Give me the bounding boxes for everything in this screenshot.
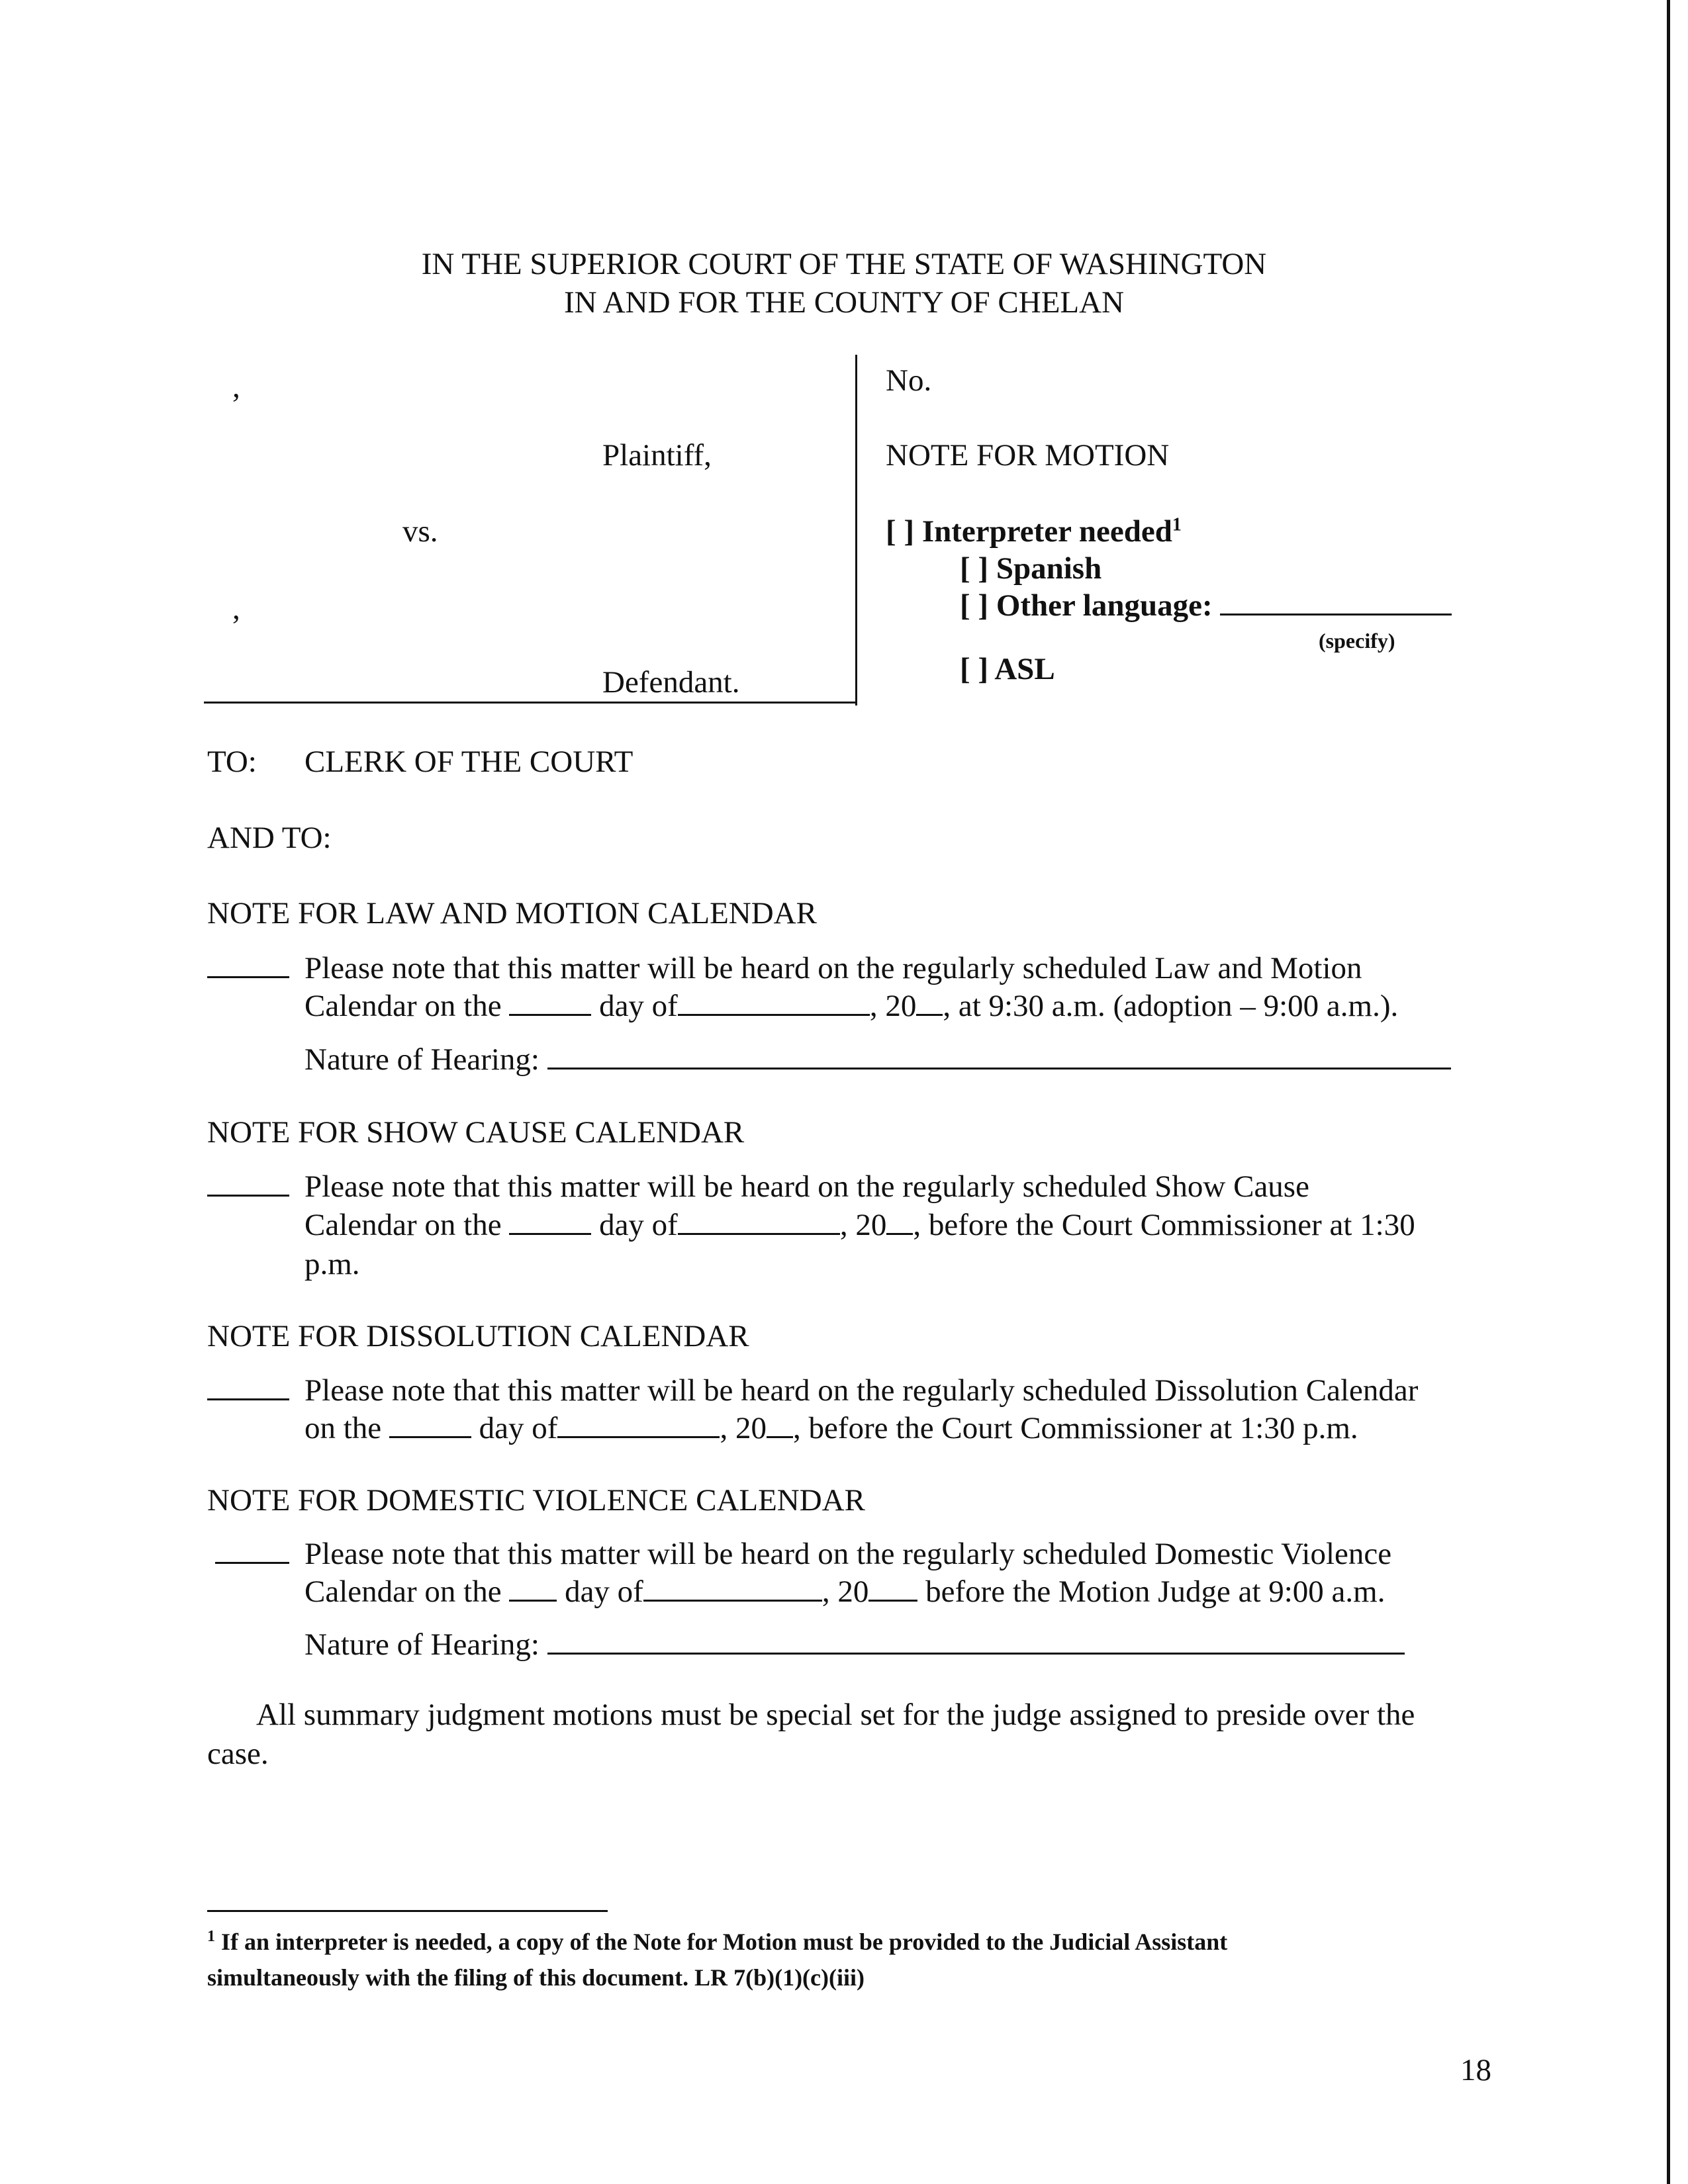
footnote-marker: 1 [207, 1928, 215, 1945]
dissolution-year-blank[interactable] [767, 1414, 793, 1438]
law-motion-year-blank[interactable] [916, 991, 943, 1016]
caption-vertical-divider [855, 355, 857, 705]
law-motion-month-blank[interactable] [678, 991, 870, 1016]
show-cause-day-blank[interactable] [509, 1210, 591, 1235]
dissolution-month-blank[interactable] [557, 1414, 720, 1438]
domestic-violence-nature-line: Nature of Hearing: [305, 1629, 1405, 1661]
page-number: 18 [1460, 2053, 1491, 2087]
law-motion-text-line2: Calendar on the day of , 20 , at 9:30 a.m. (adoption – 9:00 a.m.). [305, 989, 1399, 1023]
other-language-checkbox[interactable]: [ ] [960, 588, 989, 623]
domestic-violence-check-blank[interactable] [215, 1539, 289, 1570]
dissolution-text-line2: on the day of , 20 , before the Court Commissioner at 1:30 p.m. [305, 1411, 1358, 1445]
law-motion-check-blank[interactable] [207, 953, 289, 984]
domestic-violence-day-blank[interactable] [509, 1577, 557, 1602]
show-cause-text-line2: Calendar on the day of , 20 , before the Court Commissioner at 1:30 [305, 1208, 1415, 1242]
spanish-option[interactable] [960, 553, 1102, 584]
case-number-label: No. [886, 363, 932, 398]
domestic-violence-heading: NOTE FOR DOMESTIC VIOLENCE CALENDAR [207, 1483, 865, 1518]
asl-option[interactable] [960, 654, 1055, 685]
show-cause-month-blank[interactable] [678, 1210, 840, 1235]
domestic-violence-text-line2: Calendar on the day of , 20 before the Motion Judge at 9:00 a.m. [305, 1574, 1385, 1609]
interpreter-checkbox[interactable]: [ ] [886, 514, 915, 549]
defendant-name-comma: , [232, 592, 240, 626]
interpreter-label: Interpreter needed [921, 514, 1172, 549]
defendant-label: Defendant. [602, 665, 740, 700]
spanish-label: Spanish [996, 551, 1102, 586]
show-cause-year-blank[interactable] [886, 1210, 913, 1235]
show-cause-heading: NOTE FOR SHOW CAUSE CALENDAR [207, 1115, 745, 1150]
dissolution-heading: NOTE FOR DISSOLUTION CALENDAR [207, 1319, 749, 1353]
asl-checkbox[interactable]: [ ] [960, 652, 989, 686]
dissolution-check-blank[interactable] [207, 1375, 289, 1406]
show-cause-text-line1: Please note that this matter will be heard on the regularly scheduled Show Cause [305, 1169, 1309, 1204]
plaintiff-label: Plaintiff, [602, 438, 712, 473]
footnote-line2: simultaneously with the filing of this document. LR 7(b)(1)(c)(iii) [207, 1964, 865, 1991]
other-language-label: Other language: [996, 588, 1213, 623]
law-motion-nature-line: Nature of Hearing: [305, 1044, 1451, 1075]
dissolution-day-blank[interactable] [389, 1414, 471, 1438]
asl-label: ASL [994, 652, 1055, 686]
to-recipient: CLERK OF THE COURT [305, 745, 633, 779]
other-language-option[interactable] [960, 590, 1452, 621]
footnote-line1: $^1$ If an interpreter is needed, a copy of the Note for Motion must be provided to the Judicial Assistant [207, 1928, 1228, 1955]
show-cause-check-blank[interactable] [207, 1171, 289, 1203]
dissolution-text-line1: Please note that this matter will be heard on the regularly scheduled Dissolution Calendar [305, 1373, 1419, 1408]
spanish-checkbox[interactable]: [ ] [960, 551, 989, 586]
domestic-violence-year-blank[interactable] [868, 1577, 917, 1602]
caption-bottom-rule [204, 702, 857, 704]
domestic-violence-month-blank[interactable] [643, 1577, 822, 1602]
show-cause-text-line3: p.m. [305, 1247, 360, 1281]
right-border-line [1667, 0, 1670, 2184]
to-label: TO: [207, 745, 257, 779]
law-motion-day-blank[interactable] [509, 991, 591, 1016]
footnote-ref: 1 [1172, 514, 1182, 535]
domestic-violence-nature-blank[interactable] [547, 1630, 1405, 1655]
other-language-blank[interactable] [1220, 591, 1452, 615]
domestic-violence-text-line1: Please note that this matter will be heard on the regularly scheduled Domestic Violence [305, 1537, 1392, 1571]
footnote-rule [207, 1910, 608, 1912]
document-title: NOTE FOR MOTION [886, 438, 1170, 473]
court-title-line1: IN THE SUPERIOR COURT OF THE STATE OF WASHINGTON [421, 247, 1267, 281]
summary-judgment-line1: All summary judgment motions must be special set for the judge assigned to preside over the [256, 1698, 1415, 1732]
specify-hint: (specify) [1319, 629, 1395, 653]
plaintiff-name-comma: , [232, 370, 240, 404]
court-title-line2: IN AND FOR THE COUNTY OF CHELAN [563, 285, 1125, 320]
law-motion-nature-blank[interactable] [547, 1045, 1451, 1069]
versus-label: vs. [402, 514, 438, 549]
and-to-label: AND TO: [207, 821, 332, 855]
law-motion-heading: NOTE FOR LAW AND MOTION CALENDAR [207, 896, 817, 931]
summary-judgment-line2: case. [207, 1737, 269, 1771]
law-motion-text-line1: Please note that this matter will be heard on the regularly scheduled Law and Motion [305, 951, 1362, 985]
interpreter-needed-option[interactable] [886, 516, 1182, 547]
